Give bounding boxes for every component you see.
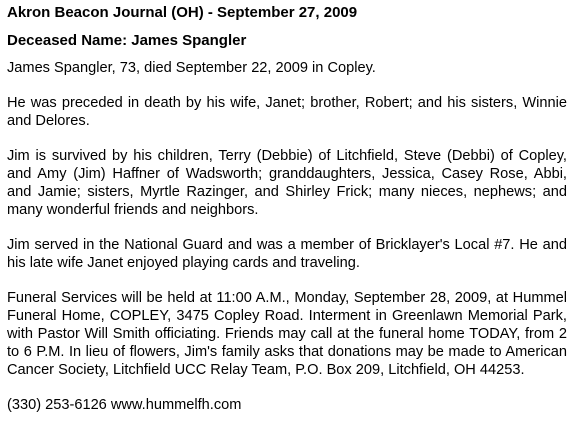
contact-line: (330) 253-6126 www.hummelfh.com	[7, 397, 242, 413]
service-history-paragraph: Jim served in the National Guard and was a member of Bricklayer's Local #7. He and his late wife Janet enjoyed playing cards and traveling.	[7, 237, 567, 271]
death-notice-paragraph: James Spangler, 73, died September 22, 2009 in Copley.	[7, 60, 376, 76]
deceased-name-line: Deceased Name: James Spangler	[7, 32, 247, 49]
survived-by-paragraph: Jim is survived by his children, Terry (Debbie) of Litchfield, Steve (Debbi) of Copley, and Amy (Jim) Haffner of Wadsworth; granddaughters, Jessica, Casey Rose, Abbi, and Jamie; sisters, Myrtle Razinger, and Shirley Frick; many nieces, nephews; and many wonderful friends and neighbors.	[7, 148, 567, 218]
obituary-document	[7, 3, 567, 414]
source-line: Akron Beacon Journal (OH) - September 27, 2009	[7, 4, 358, 21]
preceded-paragraph: He was preceded in death by his wife, Janet; brother, Robert; and his sisters, Winnie and Delores.	[7, 95, 567, 129]
funeral-services-paragraph: Funeral Services will be held at 11:00 A.M., Monday, September 28, 2009, at Hummel Funeral Home, COPLEY, 3475 Copley Road. Interment in Greenlawn Memorial Park, with Pastor Will Smith officiating. Friends may call at the funeral home TODAY, from 2 to 6 P.M. In lieu of flowers, Jim's family asks that donations may be made to American Cancer Society, Litchfield UCC Relay Team, P.O. Box 209, Litchfield, OH 44253.	[7, 290, 567, 378]
